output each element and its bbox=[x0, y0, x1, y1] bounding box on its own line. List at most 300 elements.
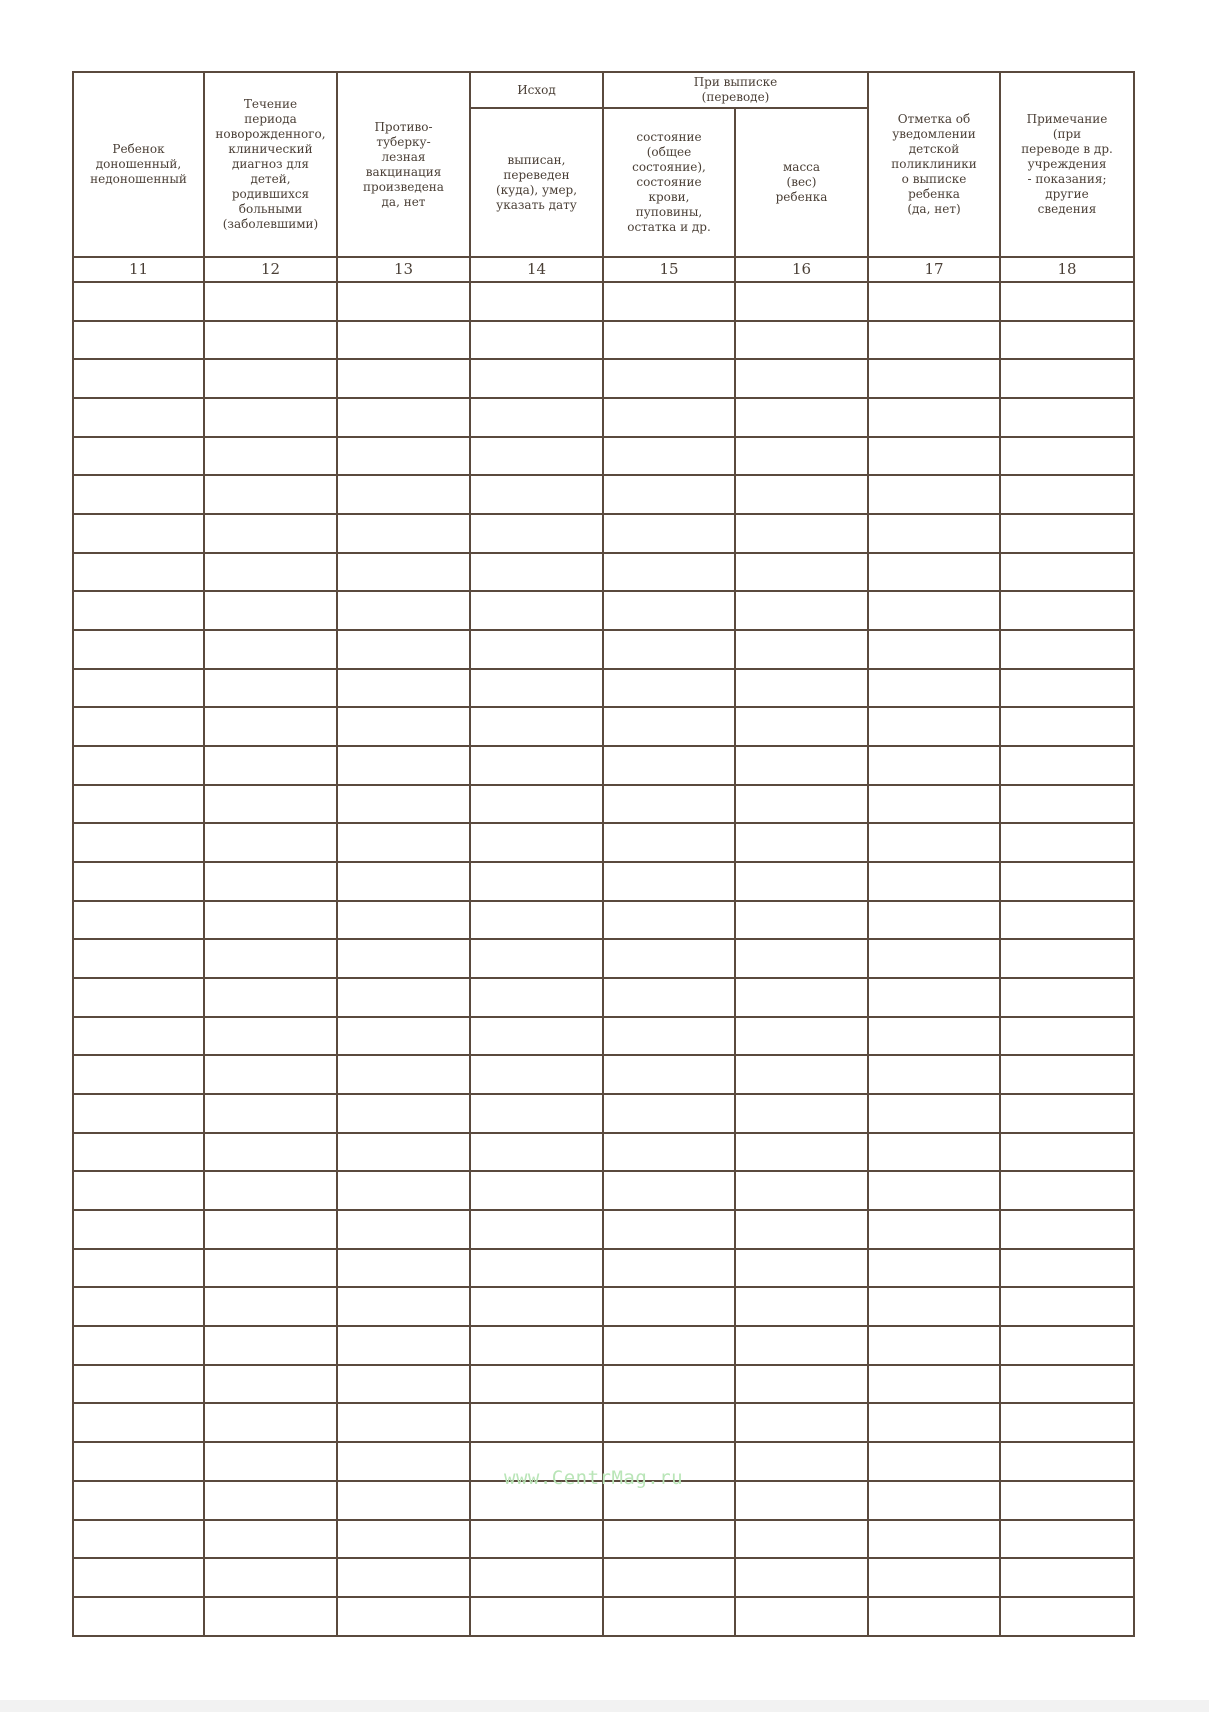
table-cell[interactable] bbox=[73, 823, 204, 862]
table-cell[interactable] bbox=[1000, 1094, 1134, 1133]
table-cell[interactable] bbox=[470, 1558, 603, 1597]
table-cell[interactable] bbox=[1000, 1520, 1134, 1559]
table-cell[interactable] bbox=[337, 1249, 470, 1288]
table-cell[interactable] bbox=[735, 785, 868, 824]
table-cell[interactable] bbox=[735, 1017, 868, 1056]
table-cell[interactable] bbox=[337, 321, 470, 360]
table-cell[interactable] bbox=[73, 437, 204, 476]
table-cell[interactable] bbox=[337, 746, 470, 785]
table-cell[interactable] bbox=[735, 630, 868, 669]
table-cell[interactable] bbox=[73, 359, 204, 398]
table-cell[interactable] bbox=[1000, 321, 1134, 360]
table-cell[interactable] bbox=[735, 707, 868, 746]
table-cell[interactable] bbox=[603, 785, 735, 824]
table-cell[interactable] bbox=[735, 475, 868, 514]
table-cell[interactable] bbox=[204, 398, 337, 437]
table-cell[interactable] bbox=[204, 1133, 337, 1172]
table-cell[interactable] bbox=[868, 553, 1000, 592]
table-cell[interactable] bbox=[1000, 901, 1134, 940]
table-cell[interactable] bbox=[1000, 1597, 1134, 1636]
table-cell[interactable] bbox=[204, 1094, 337, 1133]
table-cell[interactable] bbox=[470, 823, 603, 862]
table-cell[interactable] bbox=[337, 475, 470, 514]
table-cell[interactable] bbox=[337, 398, 470, 437]
table-cell[interactable] bbox=[337, 591, 470, 630]
table-cell[interactable] bbox=[337, 1558, 470, 1597]
table-cell[interactable] bbox=[1000, 785, 1134, 824]
table-cell[interactable] bbox=[470, 978, 603, 1017]
table-cell[interactable] bbox=[868, 437, 1000, 476]
table-cell[interactable] bbox=[1000, 514, 1134, 553]
table-cell[interactable] bbox=[204, 1442, 337, 1481]
table-cell[interactable] bbox=[470, 785, 603, 824]
table-cell[interactable] bbox=[73, 1171, 204, 1210]
table-cell[interactable] bbox=[73, 630, 204, 669]
table-cell[interactable] bbox=[470, 939, 603, 978]
table-cell[interactable] bbox=[735, 1094, 868, 1133]
table-cell[interactable] bbox=[73, 669, 204, 708]
table-cell[interactable] bbox=[470, 1249, 603, 1288]
table-cell[interactable] bbox=[1000, 1171, 1134, 1210]
table-cell[interactable] bbox=[470, 1403, 603, 1442]
table-cell[interactable] bbox=[868, 707, 1000, 746]
table-cell[interactable] bbox=[868, 1210, 1000, 1249]
table-cell[interactable] bbox=[337, 1365, 470, 1404]
header-notes: Примечание (при переводе в др. учреждения - показания; другие сведения bbox=[1000, 72, 1134, 257]
table-cell[interactable] bbox=[470, 437, 603, 476]
table-cell[interactable] bbox=[204, 978, 337, 1017]
table-cell[interactable] bbox=[73, 1520, 204, 1559]
table-cell[interactable] bbox=[204, 1365, 337, 1404]
table-cell[interactable] bbox=[470, 475, 603, 514]
column-number: 15 bbox=[603, 257, 735, 282]
column-number: 16 bbox=[735, 257, 868, 282]
table-cell[interactable] bbox=[337, 1210, 470, 1249]
table-cell[interactable] bbox=[735, 1287, 868, 1326]
table-cell[interactable] bbox=[603, 1094, 735, 1133]
table-cell[interactable] bbox=[337, 669, 470, 708]
column-number-row bbox=[73, 257, 1134, 282]
table-cell[interactable] bbox=[73, 978, 204, 1017]
table-cell[interactable] bbox=[868, 282, 1000, 321]
table-cell[interactable] bbox=[603, 1210, 735, 1249]
table-cell[interactable] bbox=[603, 1133, 735, 1172]
table-cell[interactable] bbox=[1000, 862, 1134, 901]
table-cell[interactable] bbox=[204, 862, 337, 901]
table-cell[interactable] bbox=[735, 746, 868, 785]
table-cell[interactable] bbox=[735, 1133, 868, 1172]
table-cell[interactable] bbox=[73, 1133, 204, 1172]
table-cell[interactable] bbox=[73, 1481, 204, 1520]
table-cell[interactable] bbox=[868, 630, 1000, 669]
table-row bbox=[73, 1055, 1134, 1094]
table-cell[interactable] bbox=[735, 553, 868, 592]
table-cell[interactable] bbox=[603, 1017, 735, 1056]
table-cell[interactable] bbox=[1000, 1017, 1134, 1056]
table-cell[interactable] bbox=[204, 475, 337, 514]
table-cell[interactable] bbox=[603, 1326, 735, 1365]
table-cell[interactable] bbox=[470, 398, 603, 437]
table-cell[interactable] bbox=[735, 978, 868, 1017]
table-cell[interactable] bbox=[868, 978, 1000, 1017]
table-cell[interactable] bbox=[204, 514, 337, 553]
table-cell[interactable] bbox=[204, 1171, 337, 1210]
table-cell[interactable] bbox=[337, 862, 470, 901]
table-cell[interactable] bbox=[735, 862, 868, 901]
table-cell[interactable] bbox=[603, 1287, 735, 1326]
table-cell[interactable] bbox=[470, 282, 603, 321]
table-cell[interactable] bbox=[735, 359, 868, 398]
table-cell[interactable] bbox=[337, 1171, 470, 1210]
table-row bbox=[73, 901, 1134, 940]
table-cell[interactable] bbox=[204, 823, 337, 862]
table-body bbox=[73, 282, 1134, 1636]
table-cell[interactable] bbox=[470, 553, 603, 592]
table-cell[interactable] bbox=[868, 1055, 1000, 1094]
table-cell[interactable] bbox=[204, 1017, 337, 1056]
table-cell[interactable] bbox=[470, 746, 603, 785]
table-cell[interactable] bbox=[735, 1403, 868, 1442]
table-cell[interactable] bbox=[470, 862, 603, 901]
table-cell[interactable] bbox=[735, 1481, 868, 1520]
table-cell[interactable] bbox=[1000, 553, 1134, 592]
table-cell[interactable] bbox=[868, 746, 1000, 785]
table-cell[interactable] bbox=[735, 939, 868, 978]
table-cell[interactable] bbox=[868, 862, 1000, 901]
table-cell[interactable] bbox=[470, 1171, 603, 1210]
table-cell[interactable] bbox=[337, 823, 470, 862]
table-cell[interactable] bbox=[735, 901, 868, 940]
table-cell[interactable] bbox=[337, 1017, 470, 1056]
table-cell[interactable] bbox=[868, 1017, 1000, 1056]
header-condition: состояние (общее состояние), состояние крови, пуповины, остатка и др. bbox=[603, 108, 735, 257]
table-cell[interactable] bbox=[1000, 630, 1134, 669]
table-cell[interactable] bbox=[603, 1365, 735, 1404]
table-cell[interactable] bbox=[470, 1365, 603, 1404]
table-cell[interactable] bbox=[603, 823, 735, 862]
column-number: 18 bbox=[1000, 257, 1134, 282]
table-cell[interactable] bbox=[1000, 1403, 1134, 1442]
table-cell[interactable] bbox=[868, 321, 1000, 360]
table-cell[interactable] bbox=[337, 978, 470, 1017]
table-row bbox=[73, 630, 1134, 669]
table-cell[interactable] bbox=[337, 1597, 470, 1636]
table-cell[interactable] bbox=[603, 862, 735, 901]
table-cell[interactable] bbox=[204, 1249, 337, 1288]
table-cell[interactable] bbox=[337, 630, 470, 669]
table-cell[interactable] bbox=[868, 359, 1000, 398]
table-cell[interactable] bbox=[73, 1558, 204, 1597]
table-cell[interactable] bbox=[337, 359, 470, 398]
table-cell[interactable] bbox=[603, 1403, 735, 1442]
table-cell[interactable] bbox=[73, 1094, 204, 1133]
table-cell[interactable] bbox=[735, 1558, 868, 1597]
table-cell[interactable] bbox=[735, 1326, 868, 1365]
table-cell[interactable] bbox=[73, 862, 204, 901]
table-cell[interactable] bbox=[337, 1481, 470, 1520]
table-cell[interactable] bbox=[204, 553, 337, 592]
table-cell[interactable] bbox=[868, 398, 1000, 437]
table-cell[interactable] bbox=[603, 359, 735, 398]
table-cell[interactable] bbox=[735, 1210, 868, 1249]
table-cell[interactable] bbox=[337, 901, 470, 940]
table-cell[interactable] bbox=[1000, 398, 1134, 437]
table-cell[interactable] bbox=[735, 823, 868, 862]
table-cell[interactable] bbox=[204, 669, 337, 708]
table-cell[interactable] bbox=[337, 1442, 470, 1481]
table-cell[interactable] bbox=[868, 1133, 1000, 1172]
table-cell[interactable] bbox=[735, 1365, 868, 1404]
table-cell[interactable] bbox=[337, 282, 470, 321]
table-cell[interactable] bbox=[470, 707, 603, 746]
table-cell[interactable] bbox=[868, 1442, 1000, 1481]
table-cell[interactable] bbox=[337, 553, 470, 592]
table-cell[interactable] bbox=[1000, 978, 1134, 1017]
table-row bbox=[73, 591, 1134, 630]
table-cell[interactable] bbox=[1000, 359, 1134, 398]
table-cell[interactable] bbox=[603, 553, 735, 592]
table-cell[interactable] bbox=[73, 785, 204, 824]
table-cell[interactable] bbox=[1000, 1133, 1134, 1172]
table-cell[interactable] bbox=[73, 1249, 204, 1288]
table-row bbox=[73, 282, 1134, 321]
table-cell[interactable] bbox=[73, 939, 204, 978]
table-cell[interactable] bbox=[603, 321, 735, 360]
table-cell[interactable] bbox=[204, 282, 337, 321]
table-cell[interactable] bbox=[868, 1287, 1000, 1326]
table-cell[interactable] bbox=[337, 1403, 470, 1442]
table-cell[interactable] bbox=[735, 1442, 868, 1481]
table-cell[interactable] bbox=[204, 630, 337, 669]
table-cell[interactable] bbox=[73, 1442, 204, 1481]
table-cell[interactable] bbox=[470, 1055, 603, 1094]
table-cell[interactable] bbox=[603, 437, 735, 476]
table-cell[interactable] bbox=[73, 553, 204, 592]
table-cell[interactable] bbox=[470, 1133, 603, 1172]
table-cell[interactable] bbox=[603, 514, 735, 553]
table-cell[interactable] bbox=[868, 1403, 1000, 1442]
table-cell[interactable] bbox=[73, 1017, 204, 1056]
table-cell[interactable] bbox=[204, 321, 337, 360]
header-clinic-notification: Отметка об уведомлении детской поликлиники о выписке ребенка (да, нет) bbox=[868, 72, 1000, 257]
table-row bbox=[73, 553, 1134, 592]
table-cell[interactable] bbox=[337, 1133, 470, 1172]
table-cell[interactable] bbox=[470, 591, 603, 630]
table-cell[interactable] bbox=[470, 630, 603, 669]
table-cell[interactable] bbox=[868, 1558, 1000, 1597]
table-cell[interactable] bbox=[73, 1210, 204, 1249]
table-cell[interactable] bbox=[337, 939, 470, 978]
table-cell[interactable] bbox=[204, 939, 337, 978]
table-cell[interactable] bbox=[1000, 282, 1134, 321]
table-cell[interactable] bbox=[603, 591, 735, 630]
table-cell[interactable] bbox=[73, 746, 204, 785]
table-cell[interactable] bbox=[470, 1520, 603, 1559]
table-cell[interactable] bbox=[868, 591, 1000, 630]
table-cell[interactable] bbox=[204, 1210, 337, 1249]
table-cell[interactable] bbox=[204, 785, 337, 824]
table-cell[interactable] bbox=[1000, 437, 1134, 476]
table-cell[interactable] bbox=[868, 1094, 1000, 1133]
header-child-term: Ребенок доношенный, недоношенный bbox=[73, 72, 204, 257]
table-cell[interactable] bbox=[204, 901, 337, 940]
table-cell[interactable] bbox=[470, 1210, 603, 1249]
table-cell[interactable] bbox=[204, 359, 337, 398]
table-cell[interactable] bbox=[735, 591, 868, 630]
table-cell[interactable] bbox=[470, 1326, 603, 1365]
table-cell[interactable] bbox=[1000, 591, 1134, 630]
table-cell[interactable] bbox=[735, 669, 868, 708]
table-cell[interactable] bbox=[470, 669, 603, 708]
table-cell[interactable] bbox=[735, 398, 868, 437]
table-cell[interactable] bbox=[204, 1055, 337, 1094]
table-cell[interactable] bbox=[337, 707, 470, 746]
header-newborn-period: Течение периода новорожденного, клинический диагноз для детей, родившихся больными (заболевшими) bbox=[204, 72, 337, 257]
header-outcome-detail: выписан, переведен (куда), умер, указать дату bbox=[470, 108, 603, 257]
table-cell[interactable] bbox=[868, 1249, 1000, 1288]
table-cell[interactable] bbox=[603, 630, 735, 669]
table-cell[interactable] bbox=[73, 1403, 204, 1442]
column-number: 17 bbox=[868, 257, 1000, 282]
table-cell[interactable] bbox=[868, 1326, 1000, 1365]
table-cell[interactable] bbox=[470, 359, 603, 398]
column-number: 11 bbox=[73, 257, 204, 282]
table-cell[interactable] bbox=[337, 1326, 470, 1365]
header-tb-vaccination: Противо- туберку- лезная вакцинация произведена да, нет bbox=[337, 72, 470, 257]
table-cell[interactable] bbox=[735, 1249, 868, 1288]
table-cell[interactable] bbox=[73, 475, 204, 514]
table-cell[interactable] bbox=[868, 1481, 1000, 1520]
table-cell[interactable] bbox=[603, 1171, 735, 1210]
table-cell[interactable] bbox=[470, 901, 603, 940]
table-cell[interactable] bbox=[868, 514, 1000, 553]
table-cell[interactable] bbox=[204, 1403, 337, 1442]
table-cell[interactable] bbox=[204, 746, 337, 785]
table-cell[interactable] bbox=[1000, 1558, 1134, 1597]
table-cell[interactable] bbox=[470, 1017, 603, 1056]
table-row bbox=[73, 978, 1134, 1017]
table-cell[interactable] bbox=[868, 901, 1000, 940]
table-cell[interactable] bbox=[868, 475, 1000, 514]
table-cell[interactable] bbox=[603, 282, 735, 321]
table-cell[interactable] bbox=[868, 823, 1000, 862]
table-cell[interactable] bbox=[470, 1597, 603, 1636]
table-cell[interactable] bbox=[603, 669, 735, 708]
table-cell[interactable] bbox=[868, 1171, 1000, 1210]
table-cell[interactable] bbox=[603, 746, 735, 785]
table-cell[interactable] bbox=[1000, 939, 1134, 978]
table-cell[interactable] bbox=[735, 1520, 868, 1559]
table-cell[interactable] bbox=[204, 1597, 337, 1636]
table-cell[interactable] bbox=[1000, 1287, 1134, 1326]
table-cell[interactable] bbox=[868, 669, 1000, 708]
table-cell[interactable] bbox=[1000, 1442, 1134, 1481]
table-cell[interactable] bbox=[1000, 746, 1134, 785]
table-cell[interactable] bbox=[73, 514, 204, 553]
table-cell[interactable] bbox=[337, 1520, 470, 1559]
table-cell[interactable] bbox=[204, 437, 337, 476]
table-cell[interactable] bbox=[73, 1597, 204, 1636]
table-cell[interactable] bbox=[470, 321, 603, 360]
table-cell[interactable] bbox=[603, 1520, 735, 1559]
table-cell[interactable] bbox=[868, 785, 1000, 824]
table-cell[interactable] bbox=[603, 1249, 735, 1288]
table-cell[interactable] bbox=[204, 1520, 337, 1559]
table-cell[interactable] bbox=[603, 1558, 735, 1597]
table-row bbox=[73, 359, 1134, 398]
table-cell[interactable] bbox=[73, 398, 204, 437]
table-cell[interactable] bbox=[603, 1597, 735, 1636]
table-cell[interactable] bbox=[470, 1287, 603, 1326]
table-cell[interactable] bbox=[603, 978, 735, 1017]
table-cell[interactable] bbox=[735, 282, 868, 321]
table-cell[interactable] bbox=[1000, 669, 1134, 708]
table-cell[interactable] bbox=[204, 707, 337, 746]
table-cell[interactable] bbox=[603, 398, 735, 437]
table-cell[interactable] bbox=[73, 1055, 204, 1094]
table-cell[interactable] bbox=[1000, 1210, 1134, 1249]
table-cell[interactable] bbox=[603, 901, 735, 940]
table-cell[interactable] bbox=[1000, 707, 1134, 746]
table-cell[interactable] bbox=[337, 1287, 470, 1326]
table-cell[interactable] bbox=[73, 707, 204, 746]
table-cell[interactable] bbox=[603, 475, 735, 514]
table-cell[interactable] bbox=[73, 1326, 204, 1365]
table-cell[interactable] bbox=[868, 1597, 1000, 1636]
table-cell[interactable] bbox=[204, 1481, 337, 1520]
table-cell[interactable] bbox=[1000, 1249, 1134, 1288]
table-cell[interactable] bbox=[735, 1171, 868, 1210]
table-cell[interactable] bbox=[735, 1055, 868, 1094]
table-cell[interactable] bbox=[603, 1055, 735, 1094]
table-cell[interactable] bbox=[735, 514, 868, 553]
table-cell[interactable] bbox=[337, 514, 470, 553]
table-cell[interactable] bbox=[735, 437, 868, 476]
table-cell[interactable] bbox=[603, 707, 735, 746]
table-cell[interactable] bbox=[1000, 1055, 1134, 1094]
table-cell[interactable] bbox=[73, 1365, 204, 1404]
table-cell[interactable] bbox=[337, 785, 470, 824]
table-cell[interactable] bbox=[1000, 1481, 1134, 1520]
table-cell[interactable] bbox=[1000, 823, 1134, 862]
table-cell[interactable] bbox=[735, 321, 868, 360]
table-cell[interactable] bbox=[868, 1520, 1000, 1559]
table-cell[interactable] bbox=[204, 591, 337, 630]
table-cell[interactable] bbox=[73, 282, 204, 321]
table-cell[interactable] bbox=[73, 591, 204, 630]
table-cell[interactable] bbox=[204, 1326, 337, 1365]
table-cell[interactable] bbox=[73, 901, 204, 940]
table-cell[interactable] bbox=[735, 1597, 868, 1636]
table-cell[interactable] bbox=[204, 1287, 337, 1326]
table-cell[interactable] bbox=[868, 939, 1000, 978]
table-cell[interactable] bbox=[337, 437, 470, 476]
table-cell[interactable] bbox=[73, 321, 204, 360]
table-cell[interactable] bbox=[73, 1287, 204, 1326]
table-cell[interactable] bbox=[868, 1365, 1000, 1404]
table-cell[interactable] bbox=[337, 1094, 470, 1133]
table-cell[interactable] bbox=[603, 939, 735, 978]
table-cell[interactable] bbox=[337, 1055, 470, 1094]
table-cell[interactable] bbox=[1000, 1365, 1134, 1404]
table-cell[interactable] bbox=[470, 1094, 603, 1133]
table-cell[interactable] bbox=[1000, 1326, 1134, 1365]
table-cell[interactable] bbox=[1000, 475, 1134, 514]
table-cell[interactable] bbox=[204, 1558, 337, 1597]
table-cell[interactable] bbox=[470, 514, 603, 553]
table-row bbox=[73, 321, 1134, 360]
header-outcome-group: Исход bbox=[470, 72, 603, 108]
